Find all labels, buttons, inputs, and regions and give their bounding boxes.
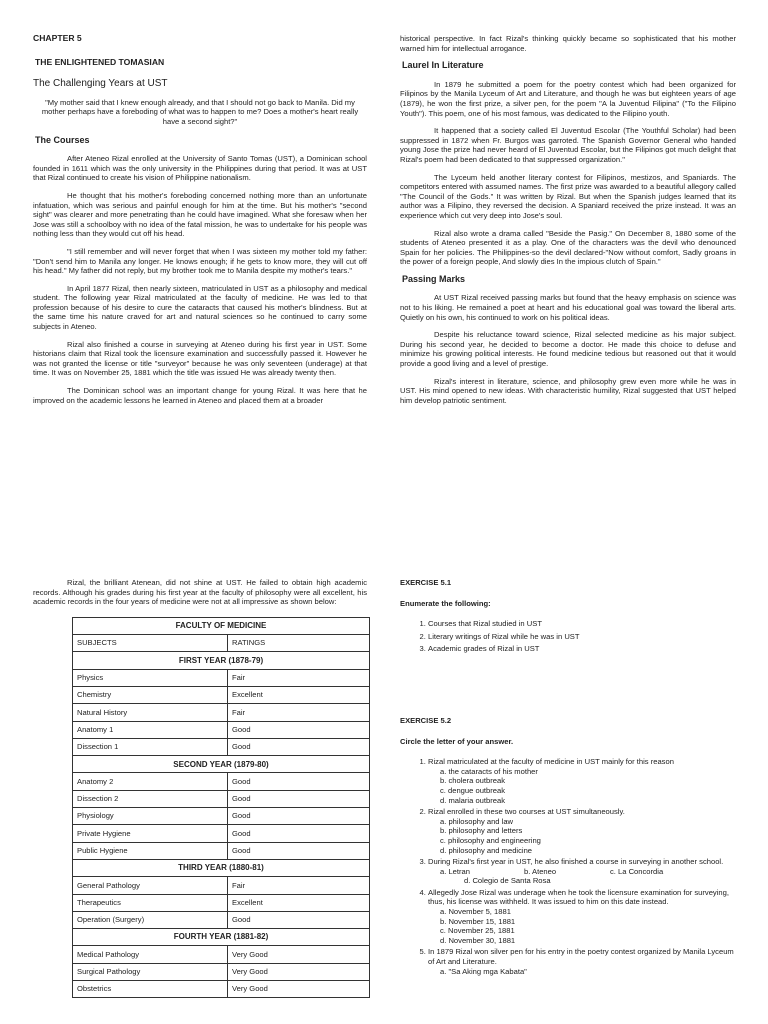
table-row — [73, 808, 370, 825]
rating-cell: Good — [228, 911, 370, 928]
answer-option[interactable]: b. cholera outbreak — [440, 776, 506, 786]
question-text: Rizal enrolled in these two courses at UST simultaneously. — [428, 807, 625, 817]
table-row — [73, 946, 370, 963]
answer-option[interactable]: a. the cataracts of his mother — [440, 766, 538, 776]
answer-options — [428, 817, 736, 855]
answer-option[interactable]: c. La Concordia — [610, 866, 664, 876]
rating-cell: Good — [228, 738, 370, 755]
grades-intro: Rizal, the brilliant Atenean, did not shine at UST. He failed to obtain high academic records. Although his grades during his first year at the faculty of philosophy were all excellent, his academic records in the four years of medicine were not at all impressive as shown below: — [33, 578, 367, 607]
table-row — [73, 790, 370, 807]
table-row — [73, 877, 370, 894]
table-row — [73, 842, 370, 859]
table-row — [73, 963, 370, 980]
exercise-1-list — [400, 619, 736, 654]
table-row — [73, 686, 370, 703]
subject-cell: Public Hygiene — [73, 842, 228, 859]
laurel-paragraph: Rizal also wrote a drama called "Beside the Pasig." On December 8, 1880 some of the students of Ateneo presented it as a play. One of the characters was the devil who denounced Spain for her policies. The Philippines-so the devil declared-"Now without comfort, Sadly groans in the power of a foreign people, And slowly dies In the impious clutch of Spain." — [400, 228, 736, 267]
answer-option[interactable]: a. "Sa Aking mga Kabata" — [440, 966, 527, 976]
right-column-bottom — [400, 578, 736, 986]
rating-cell: Fair — [228, 669, 370, 686]
question-text: In 1879 Rizal won silver pen for his entry in the poetry contest organized by Manila Lyceum of Art and Literature. — [428, 947, 734, 967]
courses-paragraph: After Ateneo Rizal enrolled at the University of Santo Tomas (UST), a Dominican school founded in 1611 which was the only university in the Philippines during that period. It was at UST that Rizal continued to create his vision of Philippine nationalism. — [33, 154, 367, 183]
grades-table — [72, 617, 370, 999]
question-text: Allegedly Jose Rizal was underage when he took the licensure examination for surveying, thus, his license was withheld. It was issued to him on this date instead. — [428, 887, 729, 907]
year-header: THIRD YEAR (1880-81) — [73, 859, 370, 876]
year-header: FIRST YEAR (1878-79) — [73, 652, 370, 669]
table-row — [73, 894, 370, 911]
answer-option[interactable]: a. Letran — [440, 866, 470, 876]
rating-cell: Excellent — [228, 894, 370, 911]
answer-option[interactable]: b. Ateneo — [524, 866, 557, 876]
question-text: Rizal matriculated at the faculty of medicine in UST mainly for this reason — [428, 757, 674, 767]
rating-cell: Very Good — [228, 981, 370, 998]
table-row — [73, 911, 370, 928]
subject-cell: Operation (Surgery) — [73, 911, 228, 928]
exercise-2-instruction: Circle the letter of your answer. — [400, 736, 514, 746]
exercise-2-questions — [400, 757, 736, 976]
answer-option-row — [440, 867, 736, 877]
subject-cell: General Pathology — [73, 877, 228, 894]
table-row — [73, 721, 370, 738]
table-row — [73, 981, 370, 998]
question-item — [428, 757, 736, 805]
question-item — [428, 947, 736, 976]
chapter-title: THE ENLIGHTENED TOMASIAN — [35, 56, 165, 67]
subject-cell: Obstetrics — [73, 981, 228, 998]
subject-cell: Private Hygiene — [73, 825, 228, 842]
exercise-2-title: EXERCISE 5.2 — [400, 715, 452, 725]
table-row — [73, 669, 370, 686]
subject-cell: Medical Pathology — [73, 946, 228, 963]
answer-option[interactable]: c. dengue outbreak — [440, 785, 506, 795]
rating-cell: Good — [228, 773, 370, 790]
exercise-1-instruction: Enumerate the following: — [400, 598, 491, 608]
subject-cell: Chemistry — [73, 686, 228, 703]
rating-cell: Very Good — [228, 963, 370, 980]
table-row — [73, 704, 370, 721]
courses-paragraph: He thought that his mother's foreboding concerned nothing more than an unfortunate infatuation, which was serious and painful enough for him at the time. But his mother's "second sight" was clearer and more penetrating than he could have imagined. What she foresaw when her Jose was still a schoolboy with no idea of the fatal mission, he was to undertake for his people was nothing less than they would cut off his head. — [33, 190, 367, 239]
year-header: FOURTH YEAR (1881-82) — [73, 929, 370, 946]
question-item — [428, 888, 736, 946]
rating-cell: Good — [228, 825, 370, 842]
question-item — [428, 857, 736, 886]
left-column-top — [33, 34, 367, 413]
courses-heading: The Courses — [35, 134, 90, 145]
subject-cell: Therapeutics — [73, 894, 228, 911]
column-header-ratings: RATINGS — [228, 635, 370, 652]
question-item — [428, 807, 736, 855]
list-item: 3. Academic grades of Rizal in UST — [428, 644, 736, 654]
exercise-1-title: EXERCISE 5.1 — [400, 578, 452, 587]
table-title: FACULTY OF MEDICINE — [73, 617, 370, 634]
answer-options — [428, 967, 736, 977]
laurel-heading: Laurel In Literature — [402, 60, 484, 71]
answer-option[interactable]: d. philosophy and medicine — [440, 845, 533, 855]
laurel-paragraph: It happened that a society called El Juventud Escolar (The Youthful Scholar) had been suppressed in 1872 when Fr. Burgos was garroted. The Spanish Governor General who handed young Jose the prize had never heard of El Juventud Escolar, but the Filipinos got much delight that Rizal's poem had been dedicated to that suppressed organization." — [400, 126, 736, 164]
list-item: 1. Courses that Rizal studied in UST — [428, 619, 736, 629]
passing-paragraph: Despite his reluctance toward science, Rizal selected medicine as his major subject. During his second year, he decided to become a doctor. He made this choice to defuse and minimize his growing political interests. He found medicine tedious but reasoned out that it would provide a good living and a level of prestige. — [400, 330, 736, 369]
answer-option[interactable]: d. November 30, 1881 — [440, 935, 516, 945]
subject-cell: Surgical Pathology — [73, 963, 228, 980]
subject-cell: Anatomy 1 — [73, 721, 228, 738]
answer-options — [428, 907, 736, 945]
table-row — [73, 825, 370, 842]
courses-paragraph: In April 1877 Rizal, then nearly sixteen, matriculated in UST as a philosophy and medical student. The following year Rizal matriculated at the faculty of medicine. He was led to that profession because of his desire to cure the cataracts that caused his mother's blindness. But at the same time his nature craved for art and natural sciences so he continued to carry some subjects in Ateneo. — [33, 283, 367, 332]
subject-cell: Physics — [73, 669, 228, 686]
table-row — [73, 738, 370, 755]
table-row — [73, 773, 370, 790]
continued-paragraph: historical perspective. In fact Rizal's thinking quickly became so sophisticated that his mother warned him for intellectual arrogance. — [400, 34, 736, 53]
answer-option[interactable]: b. philosophy and letters — [440, 826, 523, 836]
year-header: SECOND YEAR (1879-80) — [73, 756, 370, 773]
chapter-label: CHAPTER 5 — [33, 33, 82, 43]
answer-option[interactable]: c. November 25, 1881 — [440, 926, 515, 936]
rating-cell: Good — [228, 808, 370, 825]
courses-paragraph: The Dominican school was an important change for young Rizal. It was here that he improved on the academic lessons he learned in Ateneo and placed them at a broader — [33, 386, 367, 405]
courses-paragraph: Rizal also finished a course in surveying at Ateneo during his first year in UST. Some historians claim that Rizal took the licensure examination and successfully passed it. However he was not granted the license or title "surveyor" because he was only seventeen (underage) at that time. It was on November 25, 1881 which the title was issued He was already twenty then. — [33, 339, 367, 378]
left-column-bottom — [33, 578, 367, 998]
subject-cell: Natural History — [73, 704, 228, 721]
subject-cell: Physiology — [73, 808, 228, 825]
section-subtitle: The Challenging Years at UST — [33, 78, 168, 90]
column-header-subjects: SUBJECTS — [73, 635, 228, 652]
answer-options — [428, 867, 736, 886]
passing-heading: Passing Marks — [402, 273, 466, 284]
answer-option[interactable]: c. philosophy and engineering — [440, 835, 541, 845]
subject-cell: Dissection 1 — [73, 738, 228, 755]
answer-option[interactable]: d. malaria outbreak — [440, 795, 506, 805]
right-column-top — [400, 34, 736, 413]
passing-paragraph: Rizal's interest in literature, science, and philosophy grew even more while he was in UST. His mind opened to new ideas. With characteristic humility, Rizal suggested that UST helped him develop patriotic sentiment. — [400, 376, 736, 405]
opening-quote: "My mother said that I knew enough already, and that I should not go back to Manila. Did my mother perhaps have a foreboding of what was to happen to me? Does a mother's heart really have a second sight?" — [41, 97, 359, 126]
rating-cell: Fair — [228, 877, 370, 894]
laurel-paragraph: In 1879 he submitted a poem for the poetry contest which had been organized for Filipinos by the Manila Lyceum of Art and Literature, and though he was but eighteen years of age (1879), he won the first prize, a silver pen, for the poem "A la Juventud Filipina" ("To the Filipino Youth"). This poem, one of his most famous, was dedicated to the Filipino youth. — [400, 79, 736, 118]
answer-option[interactable]: b. November 15, 1881 — [440, 916, 516, 926]
rating-cell: Excellent — [228, 686, 370, 703]
answer-option[interactable]: a. November 5, 1881 — [440, 907, 511, 917]
list-item: 2. Literary writings of Rizal while he was in UST — [428, 632, 736, 642]
rating-cell: Very Good — [228, 946, 370, 963]
answer-options — [428, 767, 736, 805]
laurel-paragraph: The Lyceum held another literary contest for Filipinos, mestizos, and Spaniards. The competitors entered with assumed names. The first prize was awarded to a beautiful allegory called "The Council of the Gods." It was written by Rizal. But when the Spanish judges learned that its author was a Filipino, they reversed the decision. A Spaniard received the prize instead. It was an experience which cut very deep into Jose's soul. — [400, 172, 736, 220]
subject-cell: Dissection 2 — [73, 790, 228, 807]
subject-cell: Anatomy 2 — [73, 773, 228, 790]
courses-paragraph: "I still remember and will never forget that when I was sixteen my mother told my father: "Don't send him to Manila any longer. He knows enough; if he gets to know more, they will cut off his head." My father did not reply, but my brother took me to Manila despite my mother's tears." — [33, 246, 367, 276]
rating-cell: Good — [228, 790, 370, 807]
answer-option[interactable]: a. philosophy and law — [440, 816, 514, 826]
rating-cell: Good — [228, 842, 370, 859]
question-text: During Rizal's first year in UST, he also finished a course in surveying in another school. — [428, 857, 724, 867]
answer-option[interactable]: d. Colegio de Santa Rosa — [464, 876, 551, 886]
rating-cell: Fair — [228, 704, 370, 721]
rating-cell: Good — [228, 721, 370, 738]
passing-paragraph: At UST Rizal received passing marks but found that the heavy emphasis on science was not to his liking. He remained a poet at heart and his educational goal was toward the liberal arts. Quietly on his own, his continued to work on his political ideas. — [400, 293, 736, 322]
